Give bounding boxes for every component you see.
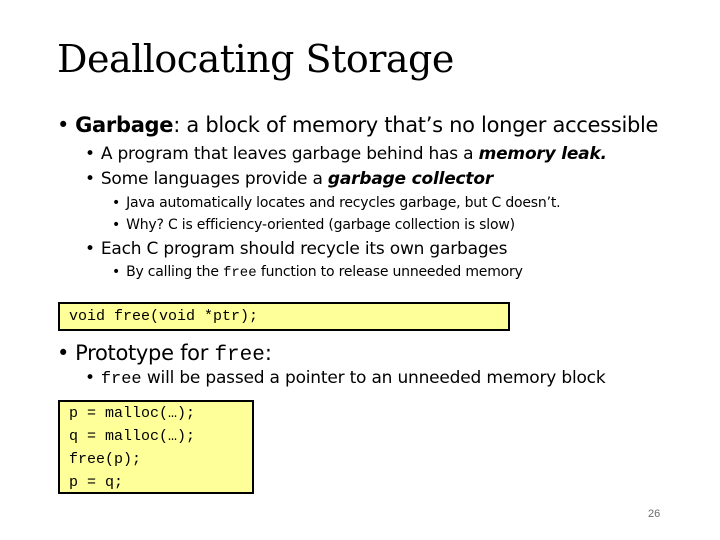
calling-code: free xyxy=(222,265,257,281)
code-line: p = q; xyxy=(69,474,124,491)
calling-text-post: function to release unneeded memory xyxy=(256,264,523,280)
bullet-dot: • xyxy=(85,239,95,259)
memory-leak-term: memory leak. xyxy=(478,144,607,164)
recycle-text: Each C program should recycle its own garbages xyxy=(100,239,508,259)
bullet-why xyxy=(112,216,515,234)
prototype-text-post: : xyxy=(264,341,272,365)
passed-free-code: free xyxy=(100,370,142,389)
bullet-calling-free xyxy=(112,263,523,282)
prototype-free-code: free xyxy=(214,344,265,367)
garbage-collector-text: Some languages provide a xyxy=(100,169,328,189)
code-line: p = malloc(…); xyxy=(69,405,196,422)
why-text: Why? C is efficiency-oriented (garbage collection is slow) xyxy=(126,217,515,233)
bullet-dot: • xyxy=(85,169,95,189)
bullet-garbage-collector xyxy=(85,168,493,190)
bullet-dot: • xyxy=(112,217,121,233)
passed-text: will be passed a pointer to an unneeded memory block xyxy=(141,368,606,388)
prototype-code: void free(void *ptr); xyxy=(69,308,259,325)
bullet-dot: • xyxy=(57,113,70,137)
memory-leak-text: A program that leaves garbage behind has a xyxy=(100,144,479,164)
calling-text-pre: By calling the xyxy=(126,264,223,280)
code-line: q = malloc(…); xyxy=(69,428,196,445)
bullet-dot: • xyxy=(57,341,70,365)
bullet-dot: • xyxy=(112,264,121,280)
bullet-garbage xyxy=(57,112,658,138)
prototype-code-box xyxy=(58,302,510,331)
page-number: 26 xyxy=(648,508,661,520)
bullet-prototype xyxy=(57,340,272,369)
bullet-free-passed xyxy=(85,367,605,391)
bullet-dot: • xyxy=(85,368,95,388)
prototype-text-pre: Prototype for xyxy=(75,341,215,365)
bullet-dot: • xyxy=(112,195,121,211)
bullet-recycle xyxy=(85,238,507,260)
slide-title: Deallocating Storage xyxy=(57,37,454,81)
garbage-term: Garbage xyxy=(75,113,174,137)
java-text: Java automatically locates and recycles garbage, but C doesn’t. xyxy=(126,195,561,211)
garbage-definition: : a block of memory that’s no longer accessible xyxy=(173,113,659,137)
garbage-collector-term: garbage collector xyxy=(327,169,494,189)
bullet-dot: • xyxy=(85,144,95,164)
example-code-box xyxy=(58,400,254,494)
code-line: free(p); xyxy=(69,451,142,468)
bullet-memory-leak xyxy=(85,143,607,165)
bullet-java xyxy=(112,194,560,212)
